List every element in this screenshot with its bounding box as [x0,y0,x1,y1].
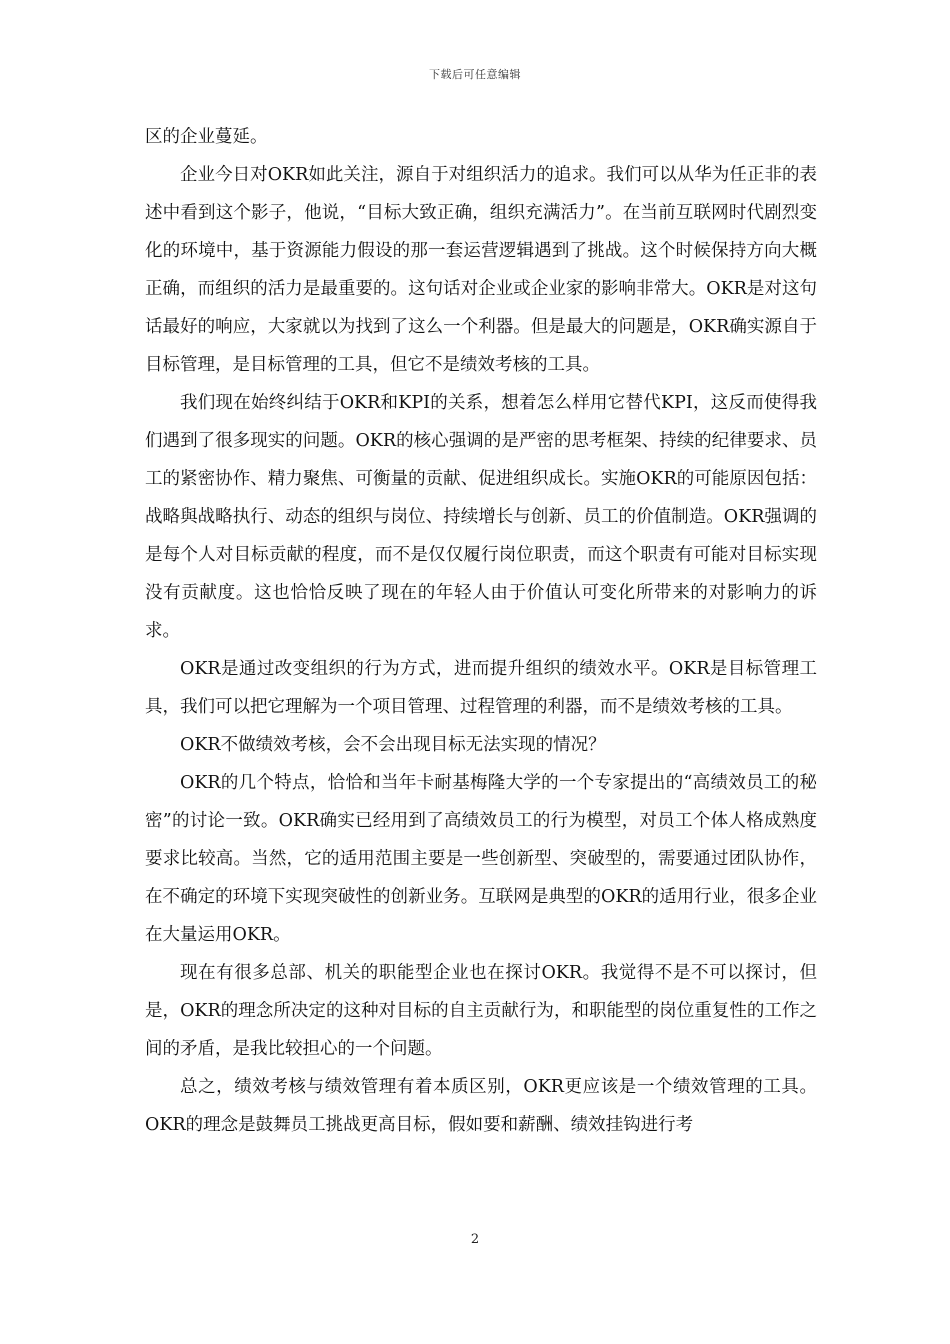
paragraph: 企业今日对OKR如此关注，源自于对组织活力的追求。我们可以从华为任正非的表述中看到这个影子，他说，“目标大致正确，组织充满活力”。在当前互联网时代剧烈变化的环境中，基于资源能力假设的那一套运营逻辑遇到了挑战。这个时候保持方向大概正确，而组织的活力是最重要的。这句话对企业或企业家的影响非常大。OKR是对这句话最好的响应，大家就以为找到了这么一个利器。但是最大的问题是，OKR确实源自于目标管理，是目标管理的工具，但它不是绩效考核的工具。 [145,165,817,375]
paragraph: 我们现在始终纠结于OKR和KPI的关系，想着怎么样用它替代KPI，这反而使得我们遇到了很多现实的问题。OKR的核心强调的是严密的思考框架、持续的纪律要求、员工的紧密协作、精力聚焦、可衡量的贡献、促进组织成长。实施OKR的可能原因包括：战略與战略执行、动态的组织与岗位、持续增长与创新、员工的价值制造。OKR强调的是每个人对目标贡献的程度，而不是仅仅履行岗位职责，而这个职责有可能对目标实现没有贡献度。这也恰恰反映了现在的年轻人由于价值认可变化所带来的对影响力的诉求。 [145,393,817,641]
paragraph: 总之，绩效考核与绩效管理有着本质区别，OKR更应该是一个绩效管理的工具。OKR的理念是鼓舞员工挑战更高目标，假如要和薪酬、绩效挂钩进行考 [145,1077,817,1135]
document-body [145,118,817,1144]
paragraph: OKR不做绩效考核，会不会出现目标无法实现的情况？ [180,735,606,755]
paragraph: OKR是通过改变组织的行为方式，进而提升组织的绩效水平。OKR是目标管理工具，我们可以把它理解为一个项目管理、过程管理的利器，而不是绩效考核的工具。 [145,659,817,717]
paragraph: 现在有很多总部、机关的职能型企业也在探讨OKR。我觉得不是不可以探讨，但是，OKR的理念所决定的这种对目标的自主贡献行为，和职能型的岗位重复性的工作之间的矛盾，是我比较担心的一个问题。 [145,963,817,1059]
page-header: 下载后可任意编辑 [429,68,521,81]
paragraph: OKR的几个特点，恰恰和当年卡耐基梅隆大学的一个专家提出的“高绩效员工的秘密”的讨论一致。OKR确实已经用到了高绩效员工的行为模型，对员工个体人格成熟度要求比较高。当然，它的适用范围主要是一些创新型、突破型的，需要通过团队协作，在不确定的环境下实现突破性的创新业务。互联网是典型的OKR的适用行业，很多企业在大量运用OKR。 [145,773,817,945]
paragraph: 区的企业蔓延。 [145,127,268,147]
page-number: 2 [470,1232,480,1247]
